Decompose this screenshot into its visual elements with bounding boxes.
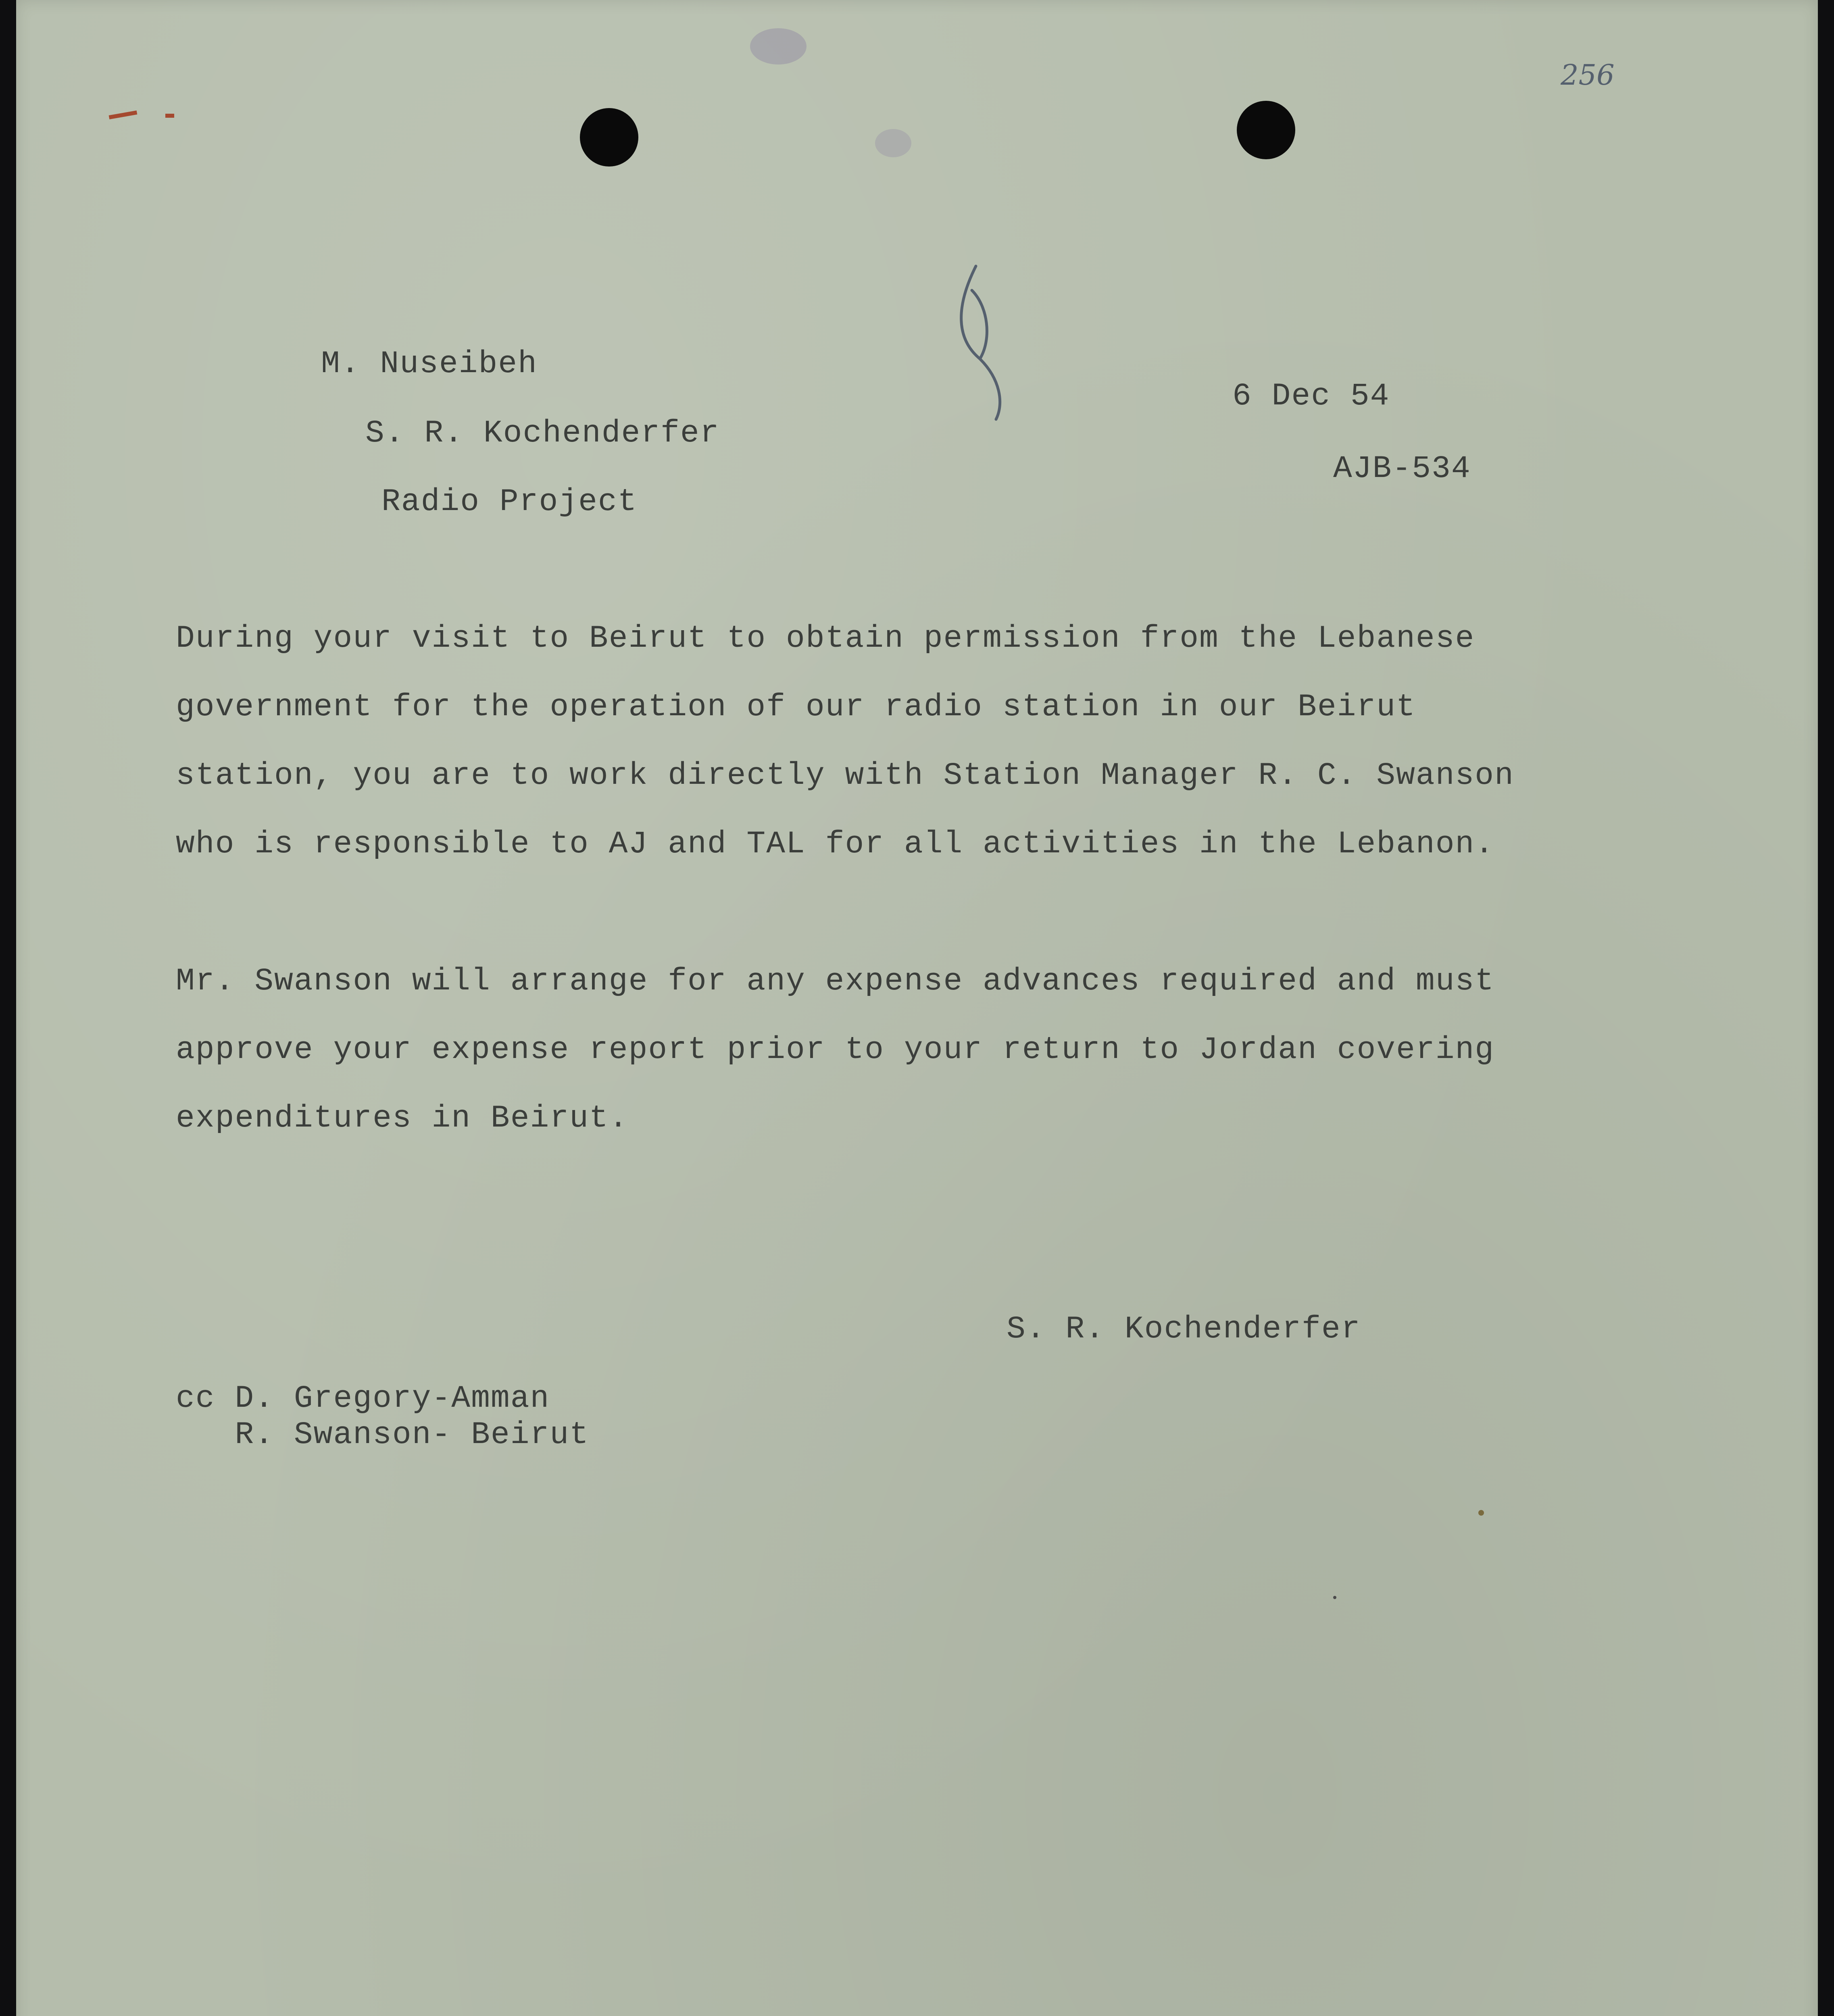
cc-line: R. Swanson- Beirut [176,1417,589,1453]
paper-speck [1333,1596,1336,1599]
punch-hole-right [1237,101,1295,159]
memo-to: M. Nuseibeh [321,346,538,382]
red-edge-mark [109,110,138,119]
paragraph1-line: station, you are to work directly with Station Manager R. C. Swanson [176,758,1514,793]
paragraph1-line: During your visit to Beirut to obtain permission from the Lebanese [176,621,1475,656]
paragraph2-line: Mr. Swanson will arrange for any expense advances required and must [176,964,1495,999]
pencil-mark [948,258,1016,427]
paragraph1-line: government for the operation of our radio station in our Beirut [176,689,1416,725]
memo-from: S. R. Kochenderfer [365,416,720,451]
ink-smudge [750,28,807,65]
ink-smudge [875,129,911,157]
paragraph1-line: who is responsible to AJ and TAL for all activities in the Lebanon. [176,827,1495,862]
paragraph2-line: approve your expense report prior to your return to Jordan covering [176,1032,1495,1068]
memo-reference: AJB-534 [1333,451,1471,487]
memo-date: 6 Dec 54 [1232,379,1390,414]
cc-line: cc D. Gregory-Amman [176,1381,550,1416]
paragraph2-line: expenditures in Beirut. [176,1101,629,1136]
red-edge-mark-small [165,114,174,118]
page-number-annotation: 256 [1561,58,1615,92]
punch-hole-left [580,108,638,167]
signature: S. R. Kochenderfer [1007,1312,1361,1347]
paper-speck [1478,1510,1484,1516]
memo-sheet [16,0,1818,2016]
memo-subject: Radio Project [381,484,638,520]
